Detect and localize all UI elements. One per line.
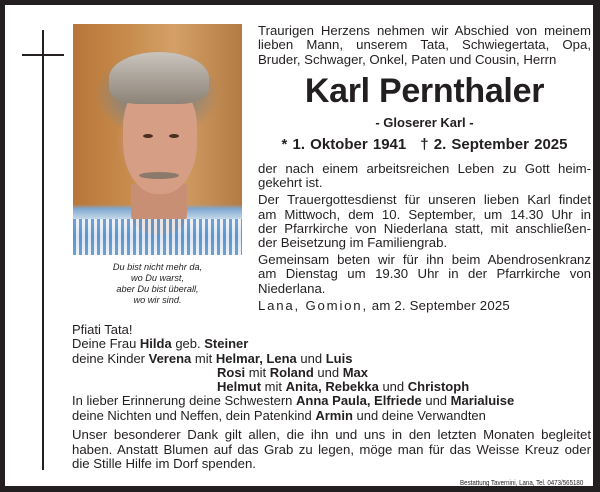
child-row (72, 380, 592, 394)
label: Deine Frau (72, 336, 140, 352)
quote-line: Du bist nicht mehr da, (112, 262, 203, 272)
body-line: der nach einem arbeitsreichen Leben zu Gott heim- (258, 161, 591, 176)
sister-name: Marialuise (450, 393, 515, 409)
photo-moustache (139, 172, 179, 179)
deceased-name: Karl Pernthaler (304, 72, 545, 110)
photo-shirt (73, 219, 242, 255)
relatives-row (72, 409, 592, 423)
quote-line: aber Du bist überall, (116, 284, 199, 294)
obituary-card (5, 5, 593, 486)
portrait-photo (73, 24, 242, 255)
label: und deine Verwandten (352, 407, 486, 423)
wife-name: Hilda (139, 336, 172, 352)
cross-icon (42, 30, 44, 470)
birth-date: * 1. Oktober 1941 (281, 136, 407, 153)
label: In lieber Erinnerung deine Schwestern (72, 393, 297, 409)
body-line: Niederlana. (258, 280, 326, 296)
partner-names: Helmar, Lena (215, 350, 297, 366)
body-line: der Beisetzung im Familiengrab. (258, 235, 448, 251)
photo-eye (143, 134, 153, 138)
grandchild-name: Luis (325, 350, 353, 366)
date: am 2. September 2025 (371, 298, 510, 313)
label: mit (261, 379, 286, 395)
sisters-row (72, 394, 592, 408)
body-line: Der Trauergottesdienst für unseren lieben Karl findet (258, 192, 591, 208)
label: mit (245, 364, 270, 380)
cross-icon-bar (22, 54, 64, 56)
intro-line: lieben Mann, unserem Tata, Schwiegertata, Opa, (258, 37, 591, 53)
farewell: Pfiati Tata! (72, 322, 133, 337)
place-and-date (258, 298, 591, 313)
label: und (378, 379, 408, 395)
body-paragraph-service (258, 193, 591, 250)
death-date: † 2. September 2025 (420, 136, 568, 153)
sister-names: Anna Paula, Elfriede (296, 393, 422, 409)
label: deine Nichten und Neffen, dein Patenkind (72, 407, 316, 423)
quote-line: wo wir sind. (133, 295, 182, 305)
label: und (313, 364, 343, 380)
thanks-line: die Stille Hilfe im Dorf spenden. (72, 456, 256, 471)
partner-names: Roland (269, 364, 314, 380)
child-name: Rosi (217, 364, 246, 380)
intro-line: Traurigen Herzens nehmen wir Abschied von meinem (258, 23, 591, 38)
godchild-name: Armin (315, 407, 353, 423)
body-line: Gemeinsam beten wir für ihn beim Abendrosenkranz (258, 252, 591, 268)
label: mit (191, 350, 216, 366)
thanks-line: haben. Anstatt Blumen auf das Grab zu legen, möge man für das Weisse Kreuz oder (72, 441, 591, 457)
quote-line: wo Du warst, (130, 273, 185, 283)
partner-names: Anita, Rebekka (285, 379, 379, 395)
funeral-home-credit: Bestattung Tavernini, Lana, Tel. 0473/565180 (459, 478, 583, 487)
body-line: der Pfarrkirche von Niederlana statt, mit anschließen- (258, 220, 591, 236)
label: und (296, 350, 326, 366)
child-row (72, 352, 592, 366)
body-line: am Mittwoch, dem 10. September, um 14.30 Uhr in (258, 206, 591, 222)
child-name: Helmut (217, 379, 262, 395)
photo-eye (169, 134, 179, 138)
deceased-nickname: - Gloserer Karl - (375, 115, 474, 130)
grandchild-name: Christoph (407, 379, 470, 395)
child-name: Verena (148, 350, 192, 366)
label: deine Kinder (72, 350, 149, 366)
label: geb. (171, 336, 205, 352)
thanks-note (72, 428, 591, 472)
body-line: gekehrt ist. (258, 175, 323, 191)
maiden-name: Steiner (204, 336, 249, 352)
wife-row (72, 337, 592, 351)
grandchild-name: Max (342, 364, 369, 380)
label: und (421, 393, 451, 409)
child-row (72, 366, 592, 380)
family-list (72, 323, 592, 423)
intro-text (258, 24, 591, 67)
body-paragraph-1 (258, 162, 591, 190)
obituary-body (258, 162, 591, 299)
photo-hair (109, 52, 209, 104)
thanks-line: Unser besonderer Dank gilt allen, die ihn und uns in den letzten Monaten begleitet (72, 427, 591, 442)
body-paragraph-rosary (258, 253, 591, 296)
intro-line: Bruder, Schwager, Onkel, Paten und Cousin, Herrn (258, 51, 557, 67)
body-line: am Dienstag um 19.30 Uhr in der Pfarrkirche von (258, 266, 591, 282)
life-dates (258, 136, 591, 154)
memorial-quote (73, 262, 242, 306)
place: Lana, Gomion, (258, 298, 368, 313)
